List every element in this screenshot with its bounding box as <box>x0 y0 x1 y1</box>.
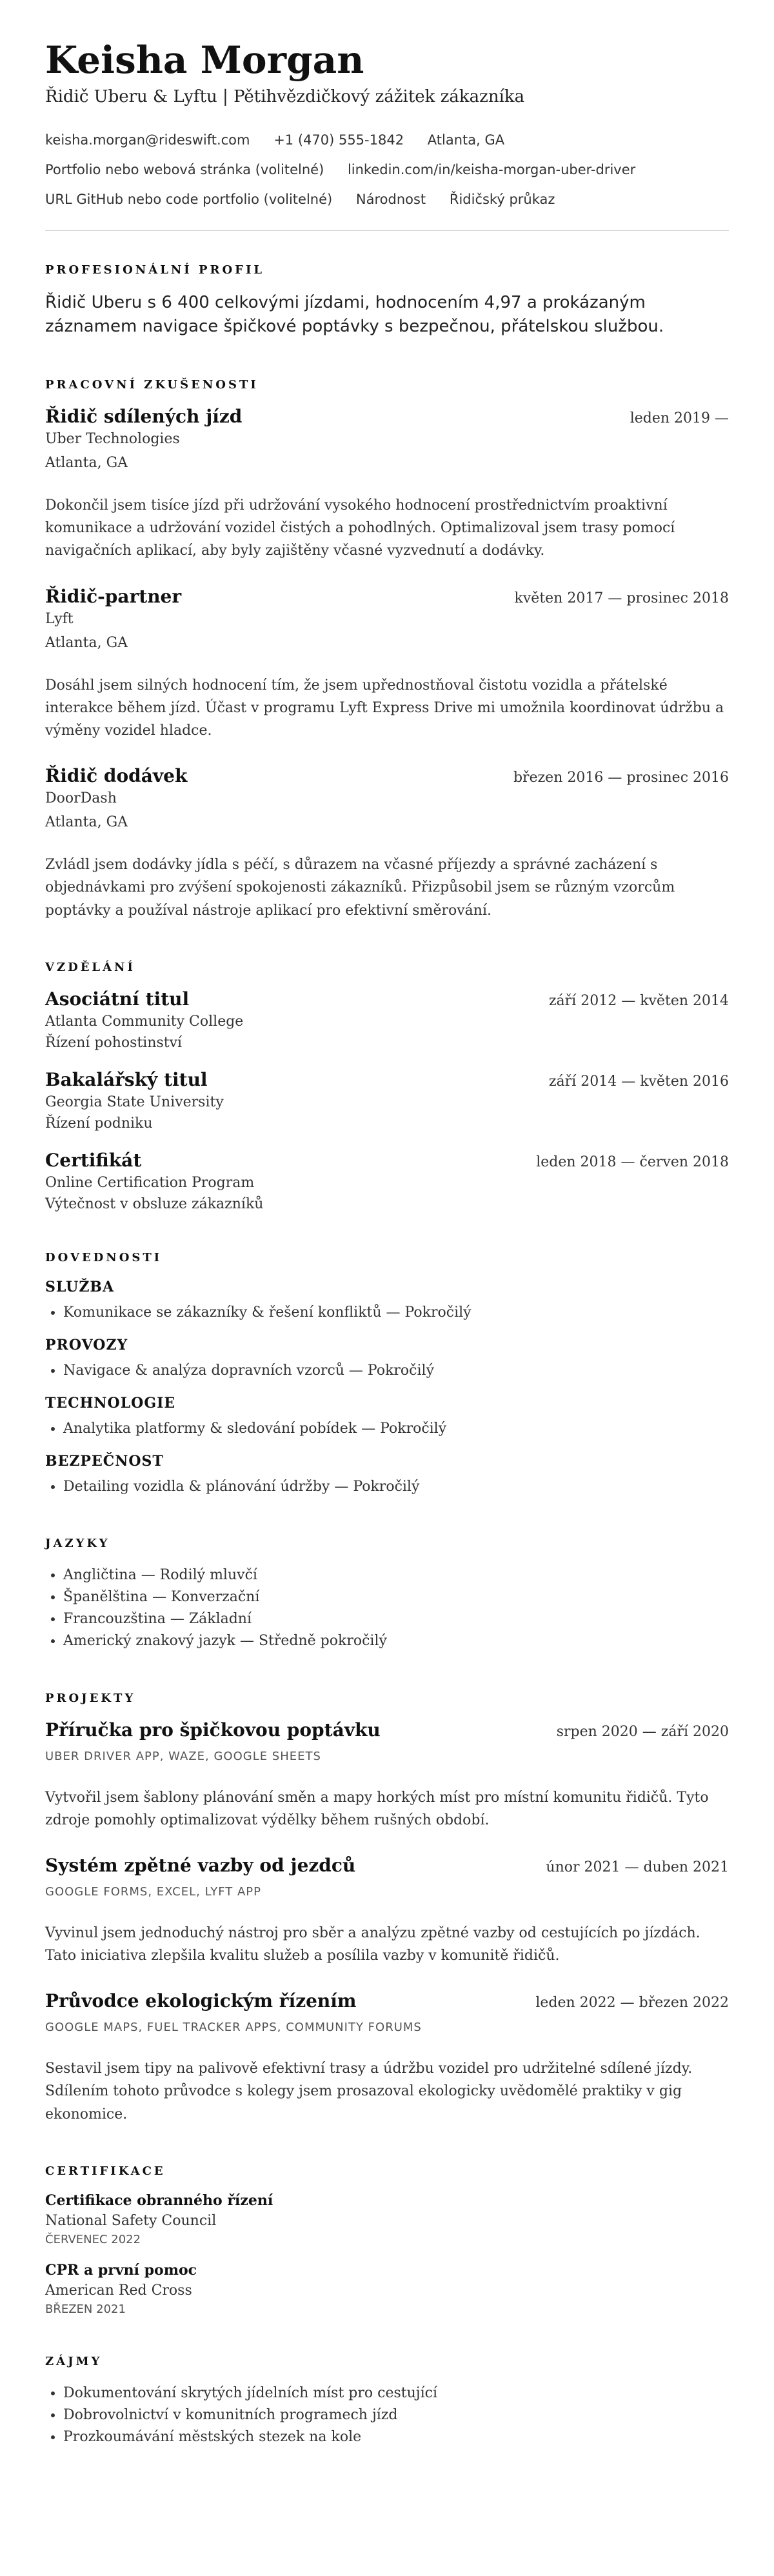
section-title: CERTIFIKACE <box>45 2164 166 2178</box>
nationality: Národnost <box>355 191 426 207</box>
section-title: VZDĚLÁNÍ <box>45 960 135 974</box>
project-description: Vyvinul jsem jednoduchý nástroj pro sběr a analýzu zpětné vazby od cestujících po jízdách. Tato iniciativa zlepšila kvalitu služeb a posílila vazby v komunitě řidičů. <box>45 1924 700 1964</box>
job-dates: leden 2019 — <box>630 410 729 427</box>
linkedin-link[interactable]: linkedin.com/in/keisha-morgan-uber-driver <box>347 161 636 177</box>
job-description: Dokončil jsem tisíce jízd při udržování vysokého hodnocení prostřednictvím proaktivní komunikace a udržování vozidel čistých a pohodlných. Optimalizoval jsem trasy pomocí navigačních aplikací, aby byly zajištěny včasné vyzvednutí a dodávky. <box>45 497 675 559</box>
language-item: • Angličtina — Rodilý mluvčí <box>63 1564 729 1586</box>
field-of-study: Řízení pohostinství <box>45 1034 183 1051</box>
contact-line-3 <box>45 192 729 207</box>
job-dates: květen 2017 — prosinec 2018 <box>514 590 729 606</box>
job-description: Zvládl jsem dodávky jídla s péčí, s důrazem na včasné příjezdy a správné zacházení s objednávkami pro zvýšení spokojenosti zákazníků. Přizpůsobil jsem se různým vzorcům poptávky a používal nástroje aplikací pro efektivní směrování. <box>45 857 675 919</box>
interest-item: • Prozkoumávání městských stezek na kole <box>63 2426 729 2448</box>
certification-issuer: American Red Cross <box>45 2282 192 2299</box>
skill-item: • Analytika platformy & sledování pobídek — Pokročilý <box>63 1418 729 1440</box>
certification-name: Certifikace obranného řízení <box>45 2192 273 2209</box>
skill-list <box>45 1302 729 1324</box>
skill-list <box>45 1360 729 1382</box>
job-location: Atlanta, GA <box>45 814 128 831</box>
language-item: • Francouzština — Základní <box>63 1608 729 1630</box>
project-entry <box>45 1990 729 2126</box>
skill-category: TECHNOLOGIE <box>45 1394 176 1412</box>
experience-entry <box>45 765 729 922</box>
experience-entry <box>45 586 729 743</box>
certification-date: ČERVENEC 2022 <box>45 2232 141 2246</box>
contact-line-1 <box>45 132 729 148</box>
github-link[interactable]: URL GitHub nebo code portfolio (volitelné) <box>45 191 333 207</box>
education-section <box>45 961 729 1212</box>
project-tech: GOOGLE MAPS, FUEL TRACKER APPS, COMMUNITY FORUMS <box>45 2021 422 2035</box>
school-name: Georgia State University <box>45 1093 224 1110</box>
contact-line-2 <box>45 162 729 177</box>
email-link[interactable]: keisha.morgan@rideswift.com <box>45 132 250 148</box>
section-title: PROJEKTY <box>45 1691 136 1705</box>
certification-issuer: National Safety Council <box>45 2212 217 2229</box>
language-item: • Španělština — Konverzační <box>63 1586 729 1608</box>
skill-item: • Navigace & analýza dopravních vzorců — Pokročilý <box>63 1360 729 1382</box>
degree-title: Bakalářský titul <box>45 1068 208 1090</box>
job-location: Atlanta, GA <box>45 634 128 651</box>
job-title: Řidič-partner <box>45 585 182 607</box>
portfolio-link[interactable]: Portfolio nebo webová stránka (volitelné) <box>45 161 324 177</box>
skill-item: • Detailing vozidla & plánování údržby — Pokročilý <box>63 1476 729 1498</box>
project-entry <box>45 1719 729 1832</box>
section-title: PRACOVNÍ ZKUŠENOSTI <box>45 378 259 392</box>
company-name: Lyft <box>45 610 74 627</box>
job-dates: březen 2016 — prosinec 2016 <box>513 770 729 786</box>
driver-license: Řidičský průkaz <box>449 191 555 207</box>
certification-name: CPR a první pomoc <box>45 2261 197 2279</box>
field-of-study: Výtečnost v obsluze zákazníků <box>45 1195 264 1212</box>
language-list <box>45 1564 729 1652</box>
education-entry <box>45 1069 729 1132</box>
project-dates: leden 2022 — březen 2022 <box>535 1995 729 2012</box>
degree-title: Asociátní titul <box>45 988 190 1010</box>
project-title: Průvodce ekologickým řízením <box>45 1990 357 2012</box>
skill-list <box>45 1418 729 1440</box>
education-dates: září 2012 — květen 2014 <box>548 992 729 1009</box>
project-tech: UBER DRIVER APP, WAZE, GOOGLE SHEETS <box>45 1749 321 1763</box>
interests-section <box>45 2355 729 2448</box>
job-title: Řidič sdílených jízd <box>45 406 243 428</box>
project-dates: únor 2021 — duben 2021 <box>546 1859 729 1875</box>
skill-category: PROVOZY <box>45 1336 128 1353</box>
section-title: DOVEDNOSTI <box>45 1250 163 1264</box>
company-name: Uber Technologies <box>45 431 180 448</box>
candidate-name: Keisha Morgan <box>45 38 364 82</box>
education-entry <box>45 988 729 1051</box>
certification-date: BŘEZEN 2021 <box>45 2302 126 2316</box>
languages-section <box>45 1537 729 1652</box>
section-title: PROFESIONÁLNÍ PROFIL <box>45 263 265 277</box>
certifications-section <box>45 2164 729 2316</box>
profile-section <box>45 263 729 339</box>
education-dates: leden 2018 — červen 2018 <box>536 1153 729 1170</box>
profile-summary: Řidič Uberu s 6 400 celkovými jízdami, hodnocením 4,97 a prokázaným záznamem navigace špičkové poptávky s bezpečnou, přátelskou službou. <box>45 292 664 337</box>
job-description: Dosáhl jsem silných hodnocení tím, že jsem upřednostňoval čistotu vozidla a přátelské interakce během jízd. Účast v programu Lyft Express Drive mi umožnila koordinovat údržbu a výměny vozidel hladce. <box>45 677 724 739</box>
projects-section <box>45 1692 729 2126</box>
company-name: DoorDash <box>45 790 117 807</box>
skill-category: SLUŽBA <box>45 1278 115 1295</box>
resume-header <box>45 39 729 207</box>
certification-entry <box>45 2192 729 2246</box>
location: Atlanta, GA <box>427 132 505 148</box>
skill-category: BEZPEČNOST <box>45 1453 164 1470</box>
degree-title: Certifikát <box>45 1149 142 1171</box>
field-of-study: Řízení podniku <box>45 1115 153 1132</box>
project-description: Sestavil jsem tipy na palivově efektivní trasy a údržbu vozidel pro udržitelné sdílené jízdy. Sdílením tohoto průvodce s kolegy jsem prosazoval ekologicky uvědomělé praktiky v gig ekonomice. <box>45 2061 693 2122</box>
phone-number: +1 (470) 555-1842 <box>273 132 404 148</box>
interest-list <box>45 2382 729 2448</box>
language-item: • Americký znakový jazyk — Středně pokročilý <box>63 1630 729 1652</box>
project-description: Vytvořil jsem šablony plánování směn a mapy horkých míst pro místní komunitu řidičů. Tyto zdroje pomohly optimalizovat výdělky během rušných období. <box>45 1789 709 1828</box>
candidate-headline: Řidič Uberu & Lyftu | Pětihvězdičkový zážitek zákazníka <box>45 86 525 106</box>
education-entry <box>45 1150 729 1212</box>
project-dates: srpen 2020 — září 2020 <box>556 1723 729 1740</box>
skill-item: • Komunikace se zákazníky & řešení konfliktů — Pokročilý <box>63 1302 729 1324</box>
project-title: Systém zpětné vazby od jezdců <box>45 1854 356 1876</box>
school-name: Atlanta Community College <box>45 1013 244 1030</box>
interest-item: • Dobrovolnictví v komunitních programech jízd <box>63 2404 729 2426</box>
certification-entry <box>45 2262 729 2316</box>
project-entry <box>45 1855 729 1967</box>
project-title: Příručka pro špičkovou poptávku <box>45 1719 381 1741</box>
skill-list <box>45 1476 729 1498</box>
section-title: JAZYKY <box>45 1537 110 1551</box>
section-title: ZÁJMY <box>45 2354 103 2368</box>
job-title: Řidič dodávek <box>45 765 188 787</box>
job-location: Atlanta, GA <box>45 455 128 472</box>
school-name: Online Certification Program <box>45 1174 255 1191</box>
header-divider <box>45 230 729 231</box>
education-dates: září 2014 — květen 2016 <box>548 1073 729 1090</box>
skills-section <box>45 1251 729 1498</box>
interest-item: • Dokumentování skrytých jídelních míst pro cestující <box>63 2382 729 2404</box>
experience-entry <box>45 406 729 563</box>
experience-section <box>45 378 729 922</box>
project-tech: GOOGLE FORMS, EXCEL, LYFT APP <box>45 1884 261 1899</box>
